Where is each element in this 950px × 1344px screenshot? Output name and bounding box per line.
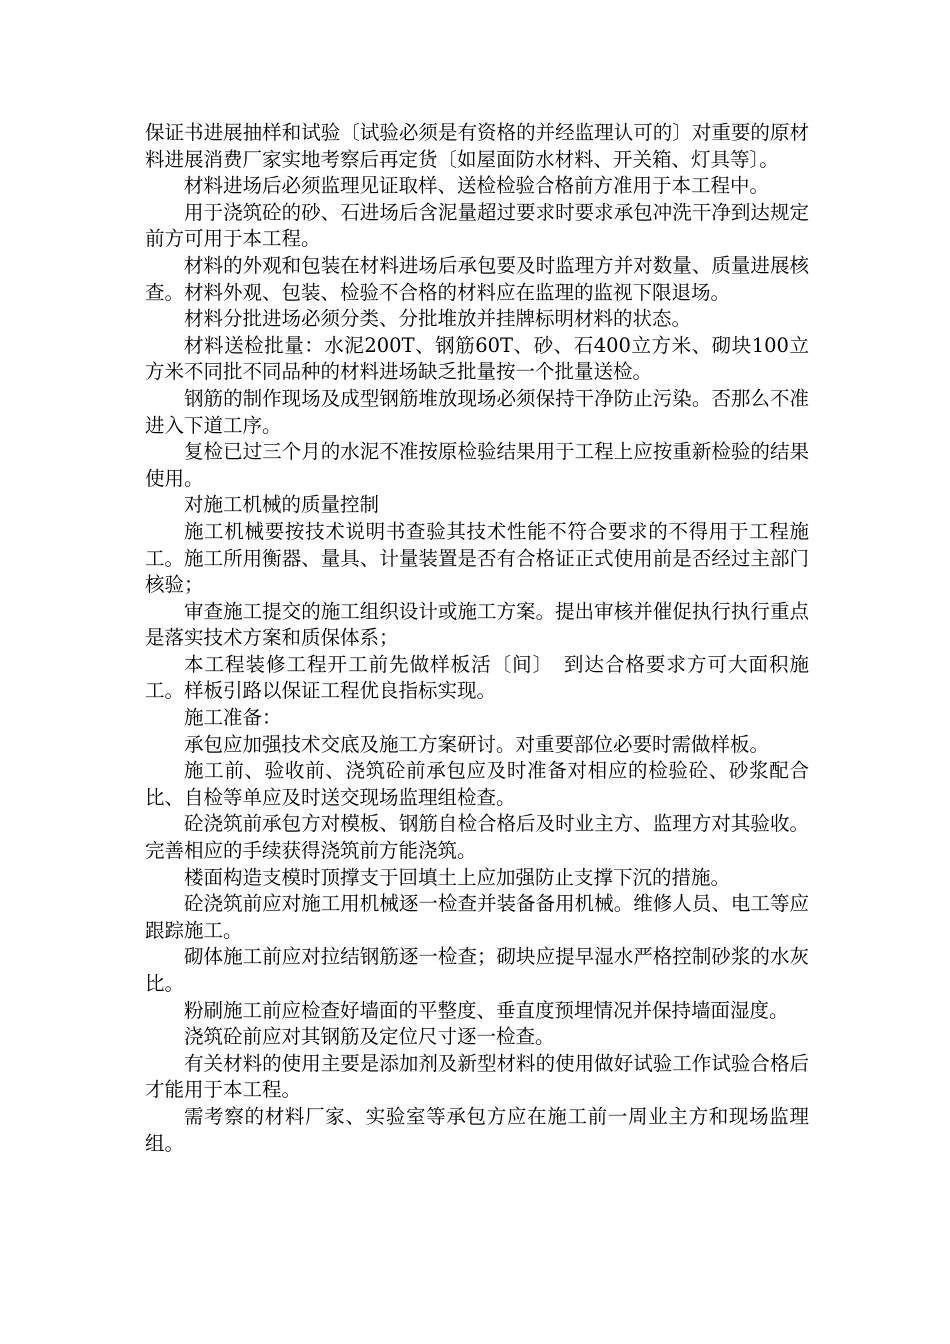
paragraph: 需考察的材料厂家、实验室等承包方应在施工前一周业主方和现场监理组。 <box>145 1104 809 1155</box>
paragraph: 复检已过三个月的水泥不准按原检验结果用于工程上应按重新检验的结果使用。 <box>145 440 809 490</box>
paragraph: 材料送检批量：水泥200T、钢筋60T、砂、石400立方米、砌块100立方米不同批不同品种的材料进场缺乏批量按一个批量送检。 <box>145 333 809 384</box>
paragraph: 材料分批进场必须分类、分批堆放并挂牌标明材料的状态。 <box>184 307 692 331</box>
paragraph: 粉刷施工前应检查好墙面的平整度、垂直度预埋情况并保持墙面湿度。 <box>184 998 789 1022</box>
document-page <box>145 120 809 1157</box>
paragraph: 施工机械要按技术说明书查验其技术性能不符合要求的不得用于工程施工。施工所用衡器、量具、计量装置是否有合格证正式使用前是否经过主部门核验； <box>145 519 809 597</box>
paragraph: 钢筋的制作现场及成型钢筋堆放现场必须保持干净防止污染。否那么不准进入下道工序。 <box>145 386 809 437</box>
paragraph: 用于浇筑砼的砂、石进场后含泥量超过要求时要求承包冲洗干净到达规定前方可用于本工程。 <box>145 200 809 251</box>
section-heading: 施工准备： <box>184 706 282 730</box>
paragraph: 本工程装修工程开工前先做样板活〔间〕 到达合格要求方可大面积施工。样板引路以保证工程优良指标实现。 <box>145 652 809 703</box>
section-heading: 对施工机械的质量控制 <box>184 493 380 517</box>
paragraph: 砌体施工前应对拉结钢筋逐一检查；砌块应提早湿水严格控制砂浆的水灰比。 <box>145 945 809 995</box>
paragraph: 砼浇筑前承包方对模板、钢筋自检合格后及时业主方、监理方对其验收。完善相应的手续获得浇筑前方能浇筑。 <box>145 812 809 863</box>
paragraph: 材料的外观和包装在材料进场后承包要及时监理方并对数量、质量进展核查。材料外观、包装、检验不合格的材料应在监理的监视下限退场。 <box>145 253 809 304</box>
paragraph: 材料进场后必须监理见证取样、送检检验合格前方准用于本工程中。 <box>184 174 770 198</box>
paragraph: 保证书进展抽样和试验〔试验必须是有资格的并经监理认可的〕对重要的原材料进展消费厂家实地考察后再定货〔如屋面防水材料、开关箱、灯具等〕。 <box>145 121 809 171</box>
paragraph: 砼浇筑前应对施工用机械逐一检查并装备备用机械。维修人员、电工等应跟踪施工。 <box>145 892 809 942</box>
paragraph: 有关材料的使用主要是添加剂及新型材料的使用做好试验工作试验合格后才能用于本工程。 <box>145 1051 809 1102</box>
paragraph: 承包应加强技术交底及施工方案研讨。对重要部位必要时需做样板。 <box>184 732 770 756</box>
paragraph: 楼面构造支模时顶撑支于回填土上应加强防止支撑下沉的措施。 <box>184 865 731 889</box>
paragraph: 施工前、验收前、浇筑砼前承包应及时准备对相应的检验砼、砂浆配合比、自检等单应及时送交现场监理组检查。 <box>145 759 809 809</box>
paragraph: 审查施工提交的施工组织设计或施工方案。提出审核并催促执行执行重点是落实技术方案和质保体系； <box>145 599 809 650</box>
paragraph: 浇筑砼前应对其钢筋及定位尺寸逐一检查。 <box>184 1025 555 1049</box>
